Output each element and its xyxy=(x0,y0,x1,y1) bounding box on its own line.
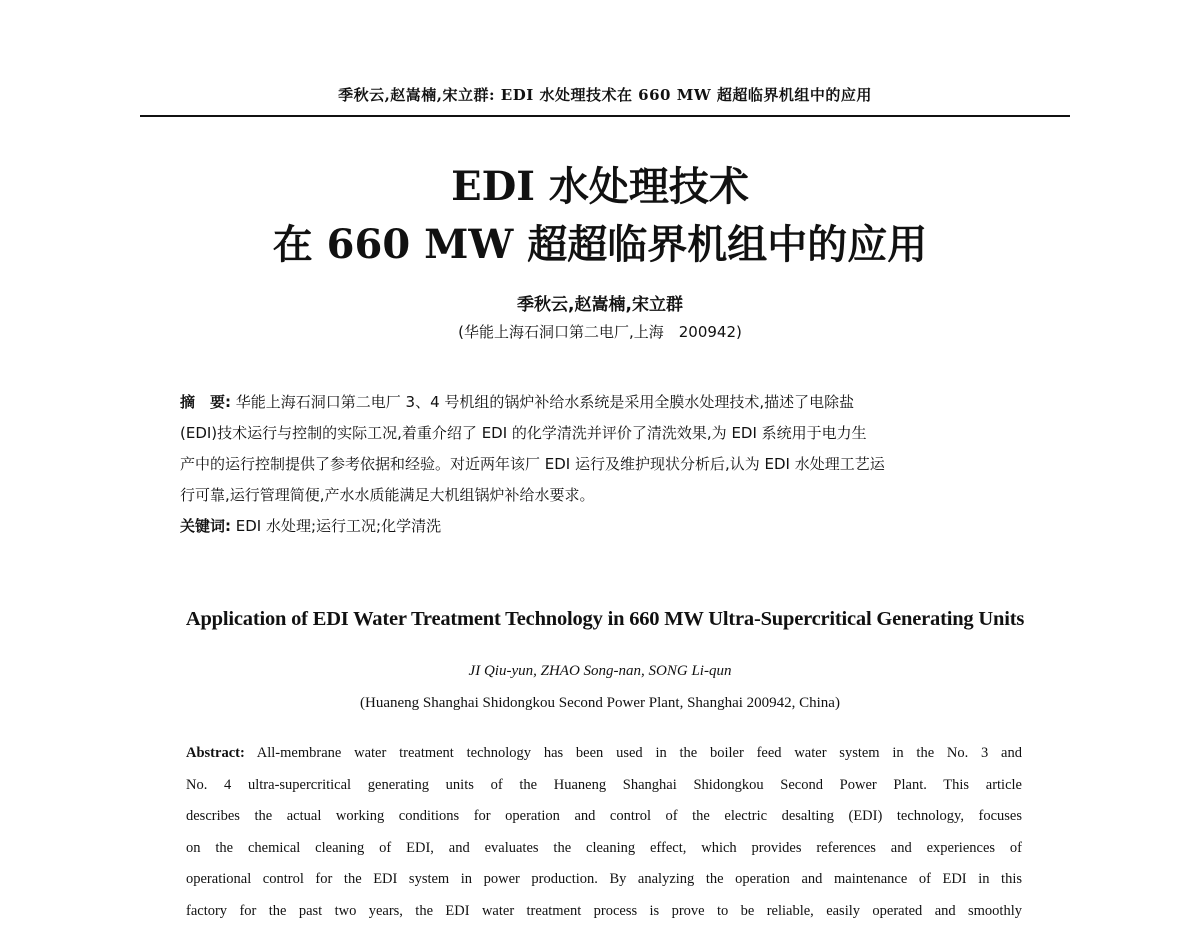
title-en: Application of EDI Water Treatment Technology in 660 MW Ultra-Supercritical Generating Units xyxy=(185,608,1025,630)
abstract-en-label: Abstract: xyxy=(186,745,245,761)
abstract-en-line: factory for the past two years, the EDI water treatment process is prove to be reliable, easily operated and smoothly xyxy=(186,902,1022,919)
affiliation-en: (Huaneng Shanghai Shidongkou Second Power Plant, Shanghai 200942, China) xyxy=(360,695,840,711)
abstract-cn-text: 华能上海石洞口第二电厂 3、4 号机组的锅炉补给水系统是采用全膜水处理技术,描述了电除盐 xyxy=(235,393,855,411)
abstract-cn-line: 产中的运行控制提供了参考依据和经验。对近两年该厂 EDI 运行及维护现状分析后,认为 EDI 水处理工艺运 xyxy=(180,455,885,473)
authors-cn: 季秋云,赵嵩楠,宋立群 xyxy=(517,295,683,315)
authors-en: JI Qiu-yun, ZHAO Song-nan, SONG Li-qun xyxy=(468,663,732,679)
header-rule xyxy=(140,115,1070,117)
abstract-en xyxy=(186,738,1022,927)
title-cn-line-2: 在 660 MW 超超临界机组中的应用 xyxy=(272,221,928,268)
abstract-cn-line xyxy=(180,387,1030,418)
title-cn-line-1: EDI 水处理技术 xyxy=(451,163,749,210)
abstract-en-line xyxy=(186,738,1022,770)
abstract-en-line: operational control for the EDI system in power production. By analyzing the operation and maintenance of EDI in this xyxy=(186,871,1022,887)
abstract-cn-line: 行可靠,运行管理简便,产水水质能满足大机组锅炉补给水要求。 xyxy=(180,486,595,504)
running-header: 季秋云,赵嵩楠,宋立群: EDI 水处理技术在 660 MW 超超临界机组中的应用 xyxy=(338,86,872,104)
abstract-cn xyxy=(180,387,1030,542)
abstract-cn-label: 摘 要: xyxy=(180,393,231,411)
affiliation-cn: (华能上海石洞口第二电厂,上海 200942) xyxy=(458,323,742,341)
abstract-cn-line: (EDI)技术运行与控制的实际工况,着重介绍了 EDI 的化学清洗并评价了清洗效果,为 EDI 系统用于电力生 xyxy=(180,424,867,442)
abstract-en-line: No. 4 ultra-supercritical generating units of the Huaneng Shanghai Shidongkou Second Power Plant. This article xyxy=(186,776,1022,793)
abstract-en-line: describes the actual working conditions for operation and control of the electric desalting (EDI) technology, focuses xyxy=(186,808,1022,824)
keywords-cn-label: 关键词: xyxy=(180,517,231,535)
abstract-en-text: All-membrane water treatment technology has been used in the boiler feed water system in the No. 3 and xyxy=(256,745,1022,761)
keywords-cn-text: EDI 水处理;运行工况;化学清洗 xyxy=(235,517,442,535)
keywords-cn xyxy=(180,511,1030,542)
abstract-en-line: on the chemical cleaning of EDI, and evaluates the cleaning effect, which provides references and experiences of xyxy=(186,839,1022,856)
